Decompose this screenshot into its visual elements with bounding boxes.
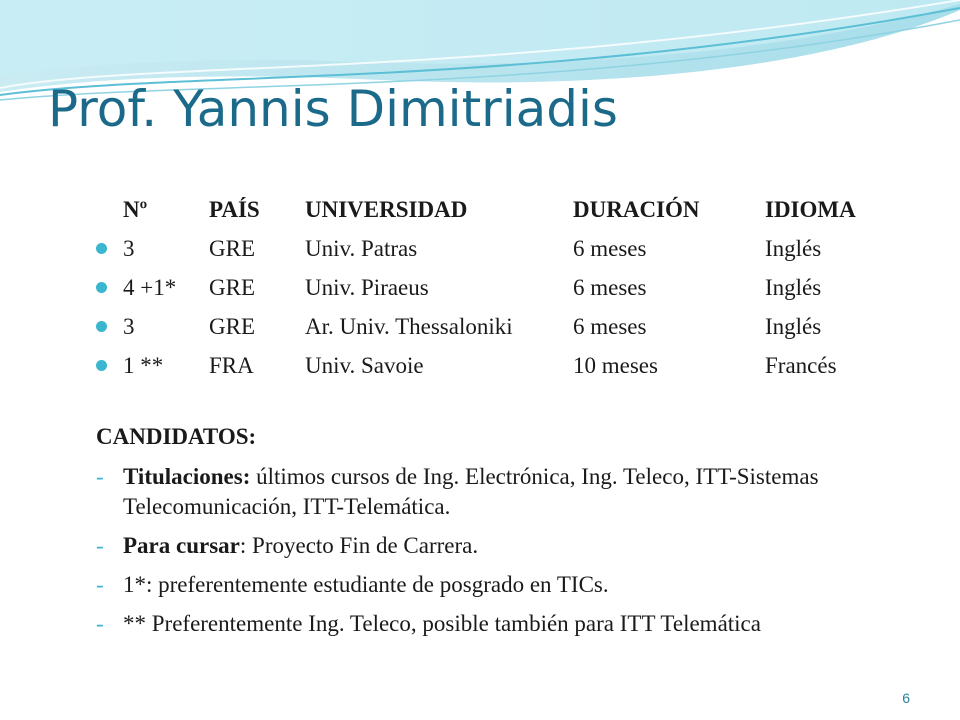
list-item — [96, 531, 926, 561]
cell-university: Univ. Patras — [305, 236, 418, 261]
header-duration: DURACIÓN — [573, 197, 700, 222]
note-text: 1*: preferentemente estudiante de posgrado en TICs. — [123, 572, 609, 597]
list-item — [96, 570, 926, 600]
note-text: : Proyecto Fin de Carrera. — [239, 533, 479, 558]
candidates-notes — [96, 462, 926, 648]
dash-bullet-icon: - — [96, 572, 104, 597]
bullet-icon — [96, 321, 107, 332]
header-language: IDIOMA — [765, 197, 856, 222]
cell-university: Univ. Piraeus — [305, 275, 429, 300]
bullet-icon — [96, 282, 107, 293]
note-text: ** Preferentemente Ing. Teleco, posible también para ITT Telemática — [123, 611, 761, 636]
cell-country: GRE — [209, 236, 255, 261]
dash-bullet-icon: - — [96, 533, 104, 558]
cell-university: Ar. Univ. Thessaloniki — [305, 314, 513, 339]
cell-language: Inglés — [765, 314, 822, 339]
note-label: Titulaciones: — [123, 464, 251, 489]
cell-language: Inglés — [765, 275, 822, 300]
note-label: Para cursar — [123, 533, 240, 558]
cell-duration: 6 meses — [573, 236, 647, 261]
cell-university: Univ. Savoie — [305, 353, 424, 378]
dash-bullet-icon: - — [96, 611, 104, 636]
cell-number: 4 +1* — [123, 275, 177, 300]
table-row — [96, 346, 916, 385]
list-item — [96, 462, 926, 522]
table-header-row — [96, 190, 916, 229]
cell-duration: 6 meses — [573, 314, 647, 339]
cell-country: FRA — [209, 353, 254, 378]
header-university: UNIVERSIDAD — [305, 197, 468, 222]
candidates-heading: CANDIDATOS: — [96, 424, 257, 449]
note-text: últimos cursos de Ing. Electrónica, Ing. Teleco, ITT-Sistemas Telecomunicación, ITT-Telemática. — [123, 464, 819, 519]
cell-number: 1 ** — [123, 353, 164, 378]
table-row — [96, 229, 916, 268]
cell-duration: 6 meses — [573, 275, 647, 300]
list-item — [96, 609, 926, 639]
table-row — [96, 268, 916, 307]
header-number: Nº — [123, 197, 148, 222]
dash-bullet-icon: - — [96, 464, 104, 489]
cell-duration: 10 meses — [573, 353, 658, 378]
table-row — [96, 307, 916, 346]
bullet-icon — [96, 360, 107, 371]
header-country: PAÍS — [209, 197, 260, 222]
bullet-icon — [96, 243, 107, 254]
cell-language: Francés — [765, 353, 837, 378]
cell-number: 3 — [123, 236, 135, 261]
page-title: Prof. Yannis Dimitriadis — [48, 80, 618, 138]
cell-number: 3 — [123, 314, 135, 339]
cell-language: Inglés — [765, 236, 822, 261]
cell-country: GRE — [209, 314, 255, 339]
exchange-table — [96, 190, 916, 385]
page-number: 6 — [902, 690, 910, 706]
cell-country: GRE — [209, 275, 255, 300]
